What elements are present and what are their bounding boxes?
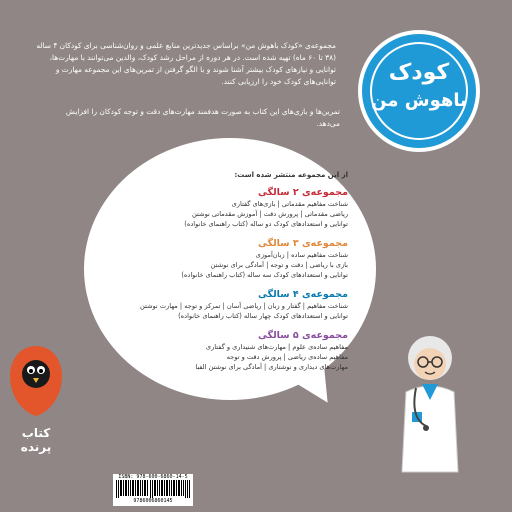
group-line: ریاضی مقدماتی | پرورش دقت | آموزش مقدماتی نوشتن bbox=[192, 210, 348, 218]
group-line: شناخت مفاهیم ساده | زبان‌آموزی bbox=[255, 251, 348, 259]
group-line: مفاهیم ساده‌ی ریاضی | پرورش دقت و توجه bbox=[226, 353, 348, 361]
logo-line-2: باهوش من bbox=[371, 90, 467, 111]
series-group-2 bbox=[110, 186, 348, 229]
logo-line-1: کودک bbox=[388, 60, 450, 85]
series-description-2: تمرین‌ها و بازی‌های این کتاب به صورت هدفمند مهارت‌های دقت و توجه کودکان را افزایش می‌دهد. bbox=[65, 107, 340, 128]
series-description: مجموعه‌ی «کودک باهوش من» براساس جدیدترین منابع علمی و روان‌شناسی برای کودکان ۴ ساله (۳۸ تا ۶۰ ماه) تهیه شده است. در هر دوره از مراحل رشد کودک، والدین می‌توانند با مهارت‌ها، توانایی و نیازهای کودک بیشتر آشنا شوند و با الگو گرفتن از تمرین‌های این مجموعه مهارت و توانایی‌های کودک خود را ارزیابی کنند. bbox=[36, 41, 336, 86]
group-title-2: مجموعه‌ی ۲ سالگی bbox=[257, 187, 348, 198]
group-line: توانایی و استعدادهای کودک دو ساله (کتاب راهنمای خانواده) bbox=[184, 220, 348, 228]
series-list-intro: از این مجموعه منتشر شده است: bbox=[234, 171, 348, 179]
publisher-logo bbox=[6, 340, 66, 460]
group-line: توانایی و استعدادهای کودک سه ساله (کتاب راهنمای خانواده) bbox=[181, 271, 348, 279]
bird-icon bbox=[6, 340, 66, 420]
series-group-5 bbox=[110, 329, 348, 372]
group-line: شناخت مفاهیم | گفتار و زبان | ریاضی آسان | تمرکز و توجه | مهارت نوشتن bbox=[139, 302, 348, 310]
series-list bbox=[110, 170, 348, 380]
series-logo bbox=[358, 30, 480, 152]
group-line: مهارت‌های دیداری و نوشتاری | آمادگی برای نوشتن الفبا bbox=[195, 363, 348, 371]
series-group-4 bbox=[110, 288, 348, 321]
series-group-3 bbox=[110, 237, 348, 280]
isbn-text: ISBN: 978-600-6860-14-5 bbox=[118, 474, 188, 480]
barcode-number: 9786006860145 bbox=[133, 498, 173, 504]
barcode bbox=[116, 480, 190, 498]
publisher-name: کتاب پرنده bbox=[20, 426, 52, 454]
group-line: بازی با ریاضی | دقت و توجه | آمادگی برای نوشتن bbox=[210, 261, 348, 269]
group-line: مفاهیم ساده‌ی علوم | مهارت‌های شنیداری و گفتاری bbox=[205, 343, 348, 351]
doctor-illustration bbox=[382, 322, 478, 482]
group-line: توانایی و استعدادهای کودک چهار ساله (کتاب راهنمای خانواده) bbox=[178, 312, 348, 320]
group-title-5: مجموعه‌ی ۵ سالگی bbox=[257, 330, 348, 341]
group-title-4: مجموعه‌ی ۴ سالگی bbox=[257, 289, 348, 300]
group-line: شناخت مفاهیم مقدماتی | بازی‌های گفتاری bbox=[231, 200, 348, 208]
group-title-3: مجموعه‌ی ۳ سالگی bbox=[257, 238, 348, 249]
